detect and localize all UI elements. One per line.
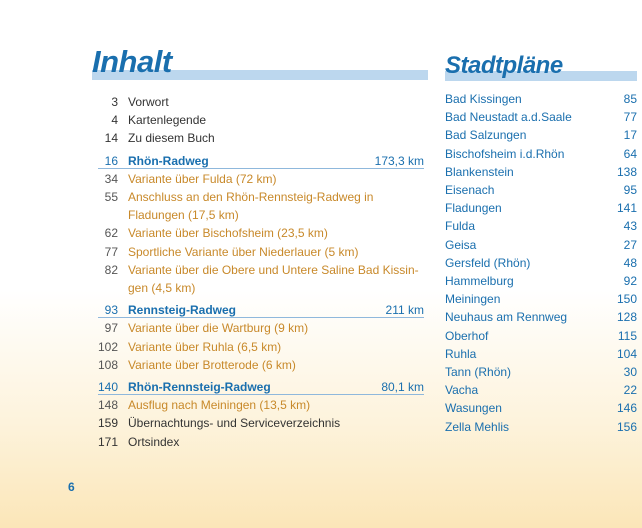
- toc-entry[interactable]: [92, 414, 424, 432]
- toc-entry[interactable]: [92, 261, 424, 297]
- city-map-entry[interactable]: [445, 254, 637, 272]
- city-map-entry[interactable]: [445, 363, 637, 381]
- city-page-number: 104: [616, 346, 637, 361]
- toc-page-number: 3: [111, 95, 118, 109]
- toc-entry-label: Übernachtungs- und Serviceverzeichnis: [128, 416, 341, 431]
- toc-entry[interactable]: [92, 338, 424, 356]
- city-name: Oberhof: [445, 328, 489, 343]
- toc-route-distance: 173,3 km: [374, 153, 424, 168]
- toc-page-number: 171: [97, 434, 118, 449]
- city-map-entry[interactable]: [445, 181, 637, 199]
- toc-page-number: 148: [97, 398, 118, 413]
- toc-page-number: 16: [104, 153, 118, 168]
- city-page-number: 156: [616, 419, 637, 434]
- city-name: Fladungen: [445, 201, 502, 216]
- toc-page-number: 77: [104, 244, 118, 259]
- toc-page-number: 140: [97, 380, 118, 395]
- city-map-entry[interactable]: [445, 327, 637, 345]
- toc-entry-label: Ausflug nach Meiningen (13,5 km): [128, 398, 311, 413]
- toc-page-number: 62: [104, 226, 118, 241]
- inhalt-title: Inhalt: [92, 44, 172, 79]
- city-map-entry[interactable]: [445, 236, 637, 254]
- city-name: Gersfeld (Rhön): [445, 255, 531, 270]
- city-name: Geisa: [445, 237, 477, 252]
- toc-entry[interactable]: [92, 224, 424, 242]
- toc-entry[interactable]: [92, 111, 424, 129]
- city-map-entry[interactable]: [445, 290, 637, 308]
- toc-entry-label: Variante über Brotterode (6 km): [128, 357, 296, 372]
- toc-route-distance: 211 km: [385, 303, 424, 318]
- toc-page-number: 82: [104, 262, 118, 277]
- toc-entry[interactable]: [92, 243, 424, 261]
- city-map-entry[interactable]: [445, 108, 637, 126]
- city-page-number: 95: [623, 183, 637, 198]
- city-page-number: 115: [617, 328, 637, 343]
- toc-page-number: 34: [104, 171, 118, 186]
- toc-entry[interactable]: [92, 129, 424, 147]
- stadtplaene-title: Stadtpläne: [445, 52, 563, 79]
- city-page-number: 92: [623, 274, 637, 289]
- toc-page-number: 55: [104, 190, 118, 205]
- toc-entry-label: Rhön-Radweg: [128, 153, 209, 168]
- toc-entry-label: Variante über Ruhla (6,5 km): [128, 339, 282, 354]
- city-name: Vacha: [445, 383, 479, 398]
- city-name: Wasungen: [445, 401, 502, 416]
- city-name: Blankenstein: [445, 164, 514, 179]
- toc-page-number: 159: [97, 416, 118, 431]
- city-map-entry[interactable]: [445, 163, 637, 181]
- city-name: Eisenach: [445, 183, 495, 198]
- toc-entry[interactable]: [92, 433, 424, 451]
- city-map-entry[interactable]: [445, 145, 637, 163]
- city-map-list: [445, 90, 637, 436]
- city-map-entry[interactable]: [445, 418, 637, 436]
- toc-page-number: 102: [97, 339, 118, 354]
- toc-route-entry[interactable]: [92, 378, 424, 396]
- city-name: Hammelburg: [445, 274, 514, 289]
- city-map-entry[interactable]: [445, 345, 637, 363]
- toc-route-entry[interactable]: [92, 152, 424, 170]
- page-number: 6: [68, 480, 75, 494]
- city-map-entry[interactable]: [445, 126, 637, 144]
- city-page-number: 146: [616, 401, 637, 416]
- toc-entry-label: Rhön-Rennsteig-Radweg: [128, 380, 271, 395]
- city-page-number: 64: [623, 146, 637, 161]
- city-page-number: 17: [623, 128, 637, 143]
- city-map-entry[interactable]: [445, 272, 637, 290]
- city-page-number: 43: [623, 219, 637, 234]
- city-map-entry[interactable]: [445, 308, 637, 326]
- city-page-number: 128: [616, 310, 637, 325]
- toc-page-number: 108: [97, 357, 118, 372]
- toc-entry-label: Variante über die Obere und Untere Saline Bad Kissin-gen (4,5 km): [128, 262, 419, 296]
- toc-page-number: 97: [104, 321, 118, 336]
- table-of-contents: [92, 93, 424, 451]
- city-page-number: 141: [616, 201, 637, 216]
- city-page-number: 77: [623, 110, 637, 125]
- toc-entry[interactable]: [92, 170, 424, 188]
- city-name: Tann (Rhön): [445, 365, 512, 380]
- toc-entry-label: Variante über die Wartburg (9 km): [128, 321, 309, 336]
- toc-entry-label: Rennsteig-Radweg: [128, 303, 237, 318]
- city-page-number: 150: [616, 292, 637, 307]
- toc-route-entry[interactable]: [92, 301, 424, 319]
- city-page-number: 48: [623, 255, 637, 270]
- city-name: Meiningen: [445, 292, 501, 307]
- city-name: Bad Neustadt a.d.Saale: [445, 110, 572, 125]
- city-name: Fulda: [445, 219, 476, 234]
- toc-page-number: 4: [111, 113, 118, 128]
- toc-page-number: 93: [104, 303, 118, 318]
- toc-page-number: 14: [104, 131, 118, 146]
- toc-entry-label: Sportliche Variante über Niederlauer (5 km): [128, 244, 359, 259]
- toc-entry[interactable]: [92, 319, 424, 337]
- city-page-number: 85: [623, 92, 637, 106]
- city-name: Bad Salzungen: [445, 128, 527, 143]
- city-map-entry[interactable]: [445, 381, 637, 399]
- city-page-number: 22: [623, 383, 637, 398]
- city-name: Ruhla: [445, 346, 477, 361]
- toc-entry-label: Variante über Bischofsheim (23,5 km): [128, 226, 328, 241]
- toc-entry-label: Variante über Fulda (72 km): [128, 171, 277, 186]
- city-map-entry[interactable]: [445, 217, 637, 235]
- toc-entry-label: Zu diesem Buch: [128, 131, 215, 146]
- toc-entry-label: Ortsindex: [128, 434, 180, 449]
- toc-entry-label: Anschluss an den Rhön-Rennsteig-Radweg in Fladungen (17,5 km): [128, 190, 374, 223]
- city-map-entry[interactable]: [445, 199, 637, 217]
- city-map-entry[interactable]: [445, 399, 637, 417]
- city-page-number: 30: [623, 365, 637, 380]
- toc-route-distance: 80,1 km: [381, 380, 424, 395]
- city-name: Neuhaus am Rennweg: [445, 310, 568, 325]
- city-page-number: 138: [616, 164, 637, 179]
- toc-entry-label: Vorwort: [128, 95, 169, 109]
- toc-entry[interactable]: [92, 188, 424, 224]
- toc-entry-label: Kartenlegende: [128, 113, 207, 128]
- toc-entry[interactable]: [92, 93, 424, 111]
- city-map-entry[interactable]: [445, 90, 637, 108]
- city-page-number: 27: [623, 237, 637, 252]
- city-name: Bad Kissingen: [445, 92, 522, 106]
- toc-entry[interactable]: [92, 356, 424, 374]
- toc-entry[interactable]: [92, 396, 424, 414]
- city-name: Bischofsheim i.d.Rhön: [445, 146, 565, 161]
- city-name: Zella Mehlis: [445, 419, 510, 434]
